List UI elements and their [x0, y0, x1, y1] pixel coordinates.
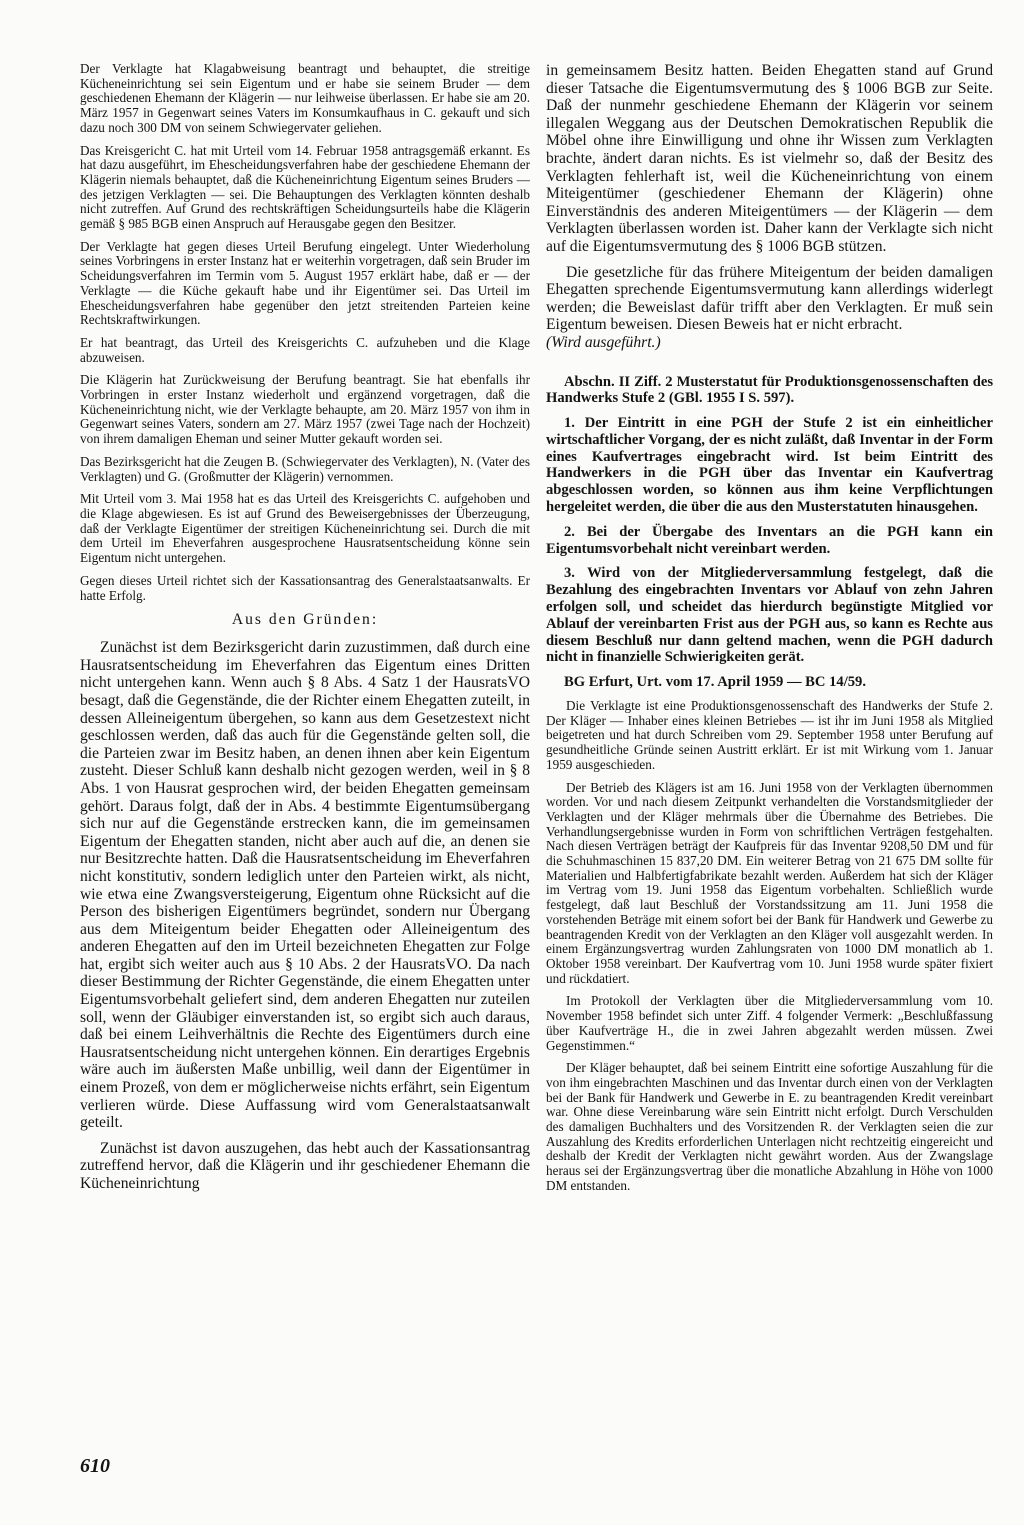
headnote-point: 2. Bei der Übergabe des Inventars an die PGH kann ein Eigentumsvorbehalt nicht vereinbart werden.	[546, 523, 993, 557]
left-column	[80, 62, 530, 1201]
headnote	[546, 374, 993, 692]
right-reasons-block	[546, 62, 993, 352]
paragraph: Der Verklagte hat gegen dieses Urteil Berufung eingelegt. Unter Wiederholung seines Vorbringens in erster Instanz hat er weiterhin vorgetragen, daß sein Bruder im Scheidungsverfahren im Termin vom 5. August 1957 erklärt habe, daß er — der Verklagte — die Küche gekauft habe und ihr Eigentümer sei. Das Urteil im Ehescheidungsverfahren habe gegenüber den jetzt streitenden Parteien keine Rechtskraftwirkungen.	[80, 238, 530, 328]
paragraph: Die Verklagte ist eine Produktionsgenossenschaft des Handwerks der Stufe 2. Der Kläger — Inhaber eines kleinen Betriebes — ist ihr im Juni 1958 als Mitglied beigetreten und hat durch Schreiben vom 29. September 1958 unter Berufung auf gesundheitliche Gründe seinen Austritt erklärt. Er ist mit Wirkung vom 1. Januar 1959 ausgeschieden.	[546, 698, 993, 772]
right-column	[546, 62, 993, 1202]
right-facts-block	[546, 699, 993, 1194]
page-number: 610	[80, 1455, 110, 1477]
paragraph: Er hat beantragt, das Urteil des Kreisgerichts C. aufzuheben und die Klage abzuweisen.	[80, 334, 530, 365]
paragraph: Zunächst ist dem Bezirksgericht darin zuzustimmen, daß durch eine Hausratsentscheidung im Eheverfahren das Eigentum eines Dritten nicht untergehen kann. Wenn auch § 8 Abs. 4 Satz 1 der HausratsVO besagt, daß die Gegenstände, die der Richter einem Ehegatten zuteilt, in dessen Alleineigentum übergehen, so kann aus dem Gesetzestext nicht geschlossen werden, daß das auch für die Gegenstände gelten soll, die die Parteien zwar im Besitz haben, an denen ihnen aber kein Eigentum zusteht. Dieser Schluß kann deshalb nicht gezogen werden, weil in § 8 Abs. 1 von Hausrat gesprochen wird, der beiden Ehegatten gemeinsam gehört. Daraus folgt, daß der in Abs. 4 bestimmte Eigentumsübergang sich nur auf die Gegenstände erstrecken kann, die im gemeinsamen Eigentum der Ehegatten standen, nicht aber auch auf die, an denen sie nur Besitzrechte hatten. Daß die Hausratsentscheidung im Eheverfahren nicht konstitutiv, sondern lediglich unter den Parteien wirkt, als nicht, wie etwa eine Zwangsversteigerung, Eigentum ohne Rücksicht auf die Person des bisherigen Eigentümers begründet, sondern nur Übergang aus dem Miteigentum beider Ehegatten oder Alleineigentum des anderen Ehegatten auf den im Urteil bezeichneten Ehegatten zur Folge hat, ergibt sich weiter auch aus § 10 Abs. 2 der HausratsVO. Da nach dieser Bestimmung der Richter Gegenstände, die einem Ehegatten unter Eigentumsvorbehalt geliefert sind, dem anderen Ehegatten nur zuteilen soll, wenn der Gläubiger einverstanden ist, so ergibt sich auch daraus, daß bei einem Leihverhältnis die Rechte des Eigentümers durch eine Hausratsentscheidung nicht untergehen können. Ein derartiges Ergebnis wäre auch im äußersten Maße unbillig, weil dann der Eigentümer in einem Prozeß, von dem er möglicherweise nichts erfährt, sein Eigentum verlieren würde. Diese Auffassung wird vom Generalstaatsanwalt geteilt.	[80, 639, 530, 1132]
left-reasons-block	[80, 639, 530, 1192]
headnote-title: Abschn. II Ziff. 2 Musterstatut für Produktionsgenossenschaften des Handwerks Stufe 2 (GBl. 1955 I S. 597).	[546, 373, 993, 407]
left-facts-block	[80, 62, 530, 603]
headnote-point: 3. Wird von der Mitgliederversammlung festgelegt, daß die Bezahlung des eingebrachten Inventars vor Ablauf von zehn Jahren erfolgen soll, und scheidet das hierdurch begünstigte Mitglied vor Ablauf der vereinbarten Frist aus der PGH aus, so kann es Rechte aus diesem Beschluß nur dann geltend machen, wenn die PGH dadurch nicht in finanzielle Schwierigkeiten gerät.	[546, 565, 993, 666]
paragraph: Mit Urteil vom 3. Mai 1958 hat es das Urteil des Kreisgerichts C. aufgehoben und die Klage abgewiesen. Es ist auf Grund des Beweisergebnisses der Überzeugung, daß der Verklagte Eigentümer der streitigen Kücheneinrichtung sei. Durch die mit dem Urteil im Eheverfahren ausgesprochene Hausratsentscheidung könne sein Eigentum nicht untergehen.	[80, 491, 530, 566]
continued-note: (Wird ausgeführt.)	[546, 333, 661, 351]
paragraph: Das Kreisgericht C. hat mit Urteil vom 14. Februar 1958 antragsgemäß erkannt. Es hat dazu ausgeführt, im Ehescheidungsverfahren habe der geschiedene Ehemann der Klägerin niemals behauptet, daß die Kücheneinrichtung Eigentum seines Bruders — des jetzigen Verklagten — sei. Die Behauptungen des Verklagten könnten deshalb nicht zutreffen. Auf Grund des rechtskräftigen Scheidungsurteils habe die Klägerin gemäß § 985 BGB einen Anspruch auf Herausgabe gegen den Besitzer.	[80, 142, 530, 232]
paragraph: Der Kläger behauptet, daß bei seinem Eintritt eine sofortige Auszahlung für die von ihm eingebrachten Maschinen und das Inventar durch einen von der Verklagten bei der Bank für Handwerk und Gewerbe in E. zu beantragenden Kredit vereinbart war. Ohne diese Vereinbarung wäre sein Eintritt nicht erfolgt. Durch Verschulden des damaligen Buchhalters und des Vorsitzenden R. der Verklagten seien die zur Auszahlung des Kredits erforderlichen Unterlagen nicht rechtzeitig eingereicht und deshalb der Kredit der Verklagten nicht gewährt worden. Aus der Zwangslage heraus sei der Ergänzungsvertrag über die monatliche Abzahlung in Höhe von 1000 DM entstanden.	[546, 1060, 993, 1193]
paragraph: Die Klägerin hat Zurückweisung der Berufung beantragt. Sie hat ebenfalls ihr Vorbringen in erster Instanz wiederholt und ergänzend vorgetragen, daß die Kücheneinrichtung nicht, wie der Verklagte behaupte, am 20. März 1957 von ihm in Gegenwart seines Vaters, sondern am 27. März 1957 (zwei Tage nach der Hochzeit) von ihrem damaligen Eheman und seiner Mutter gekauft worden sei.	[80, 372, 530, 447]
headnote-point: 1. Der Eintritt in eine PGH der Stufe 2 ist ein einheitlicher wirtschaftlicher Vorgang, der es nicht zuläßt, daß Inventar in der Form eines Kaufvertrages eingebracht wird. Ist beim Eintritt des Handwerkers in die PGH über das Inventar ein Kaufvertrag abgeschlossen worden, so können aus ihm keine Verpflichtungen hergeleitet werden, die über die aus den Musterstatuten hinausgehen.	[546, 415, 993, 516]
paragraph: Im Protokoll der Verklagten über die Mitgliederversammlung vom 10. November 1958 befindet sich unter Ziff. 4 folgender Vermerk: „Beschlußfassung über Kaufverträge H., die in zwei Jahren abgezahlt werden müssen. Zwei Gegenstimmen.“	[546, 993, 993, 1053]
paragraph: Gegen dieses Urteil richtet sich der Kassationsantrag des Generalstaatsanwalts. Er hatte Erfolg.	[80, 572, 530, 603]
paragraph: Der Verklagte hat Klagabweisung beantragt und behauptet, die streitige Kücheneinrichtung sei sein Eigentum und er habe sie seinem Bruder — dem geschiedenen Ehemann der Klägerin — nur leihweise überlassen. Er habe sie am 20. März 1957 in Gegenwart seines Vaters im Konsumkaufhaus in C. gekauft und sich dazu noch 300 DM von seinem Schwiegervater geliehen.	[80, 61, 530, 135]
paragraph: Das Bezirksgericht hat die Zeugen B. (Schwiegervater des Verklagten), N. (Vater des Verklagten) und G. (Großmutter der Klägerin) vernommen.	[80, 453, 530, 484]
paragraph: Der Betrieb des Klägers ist am 16. Juni 1958 von der Verklagten übernommen worden. Vor und nach diesem Zeitpunkt verhandelten die Vorstandsmitglieder der Verklagten und der Kläger mehrmals über die Übernahme des Betriebes. Die Verhandlungsergebnisse wurden in Form von schriftlichen Verträgen festgehalten. Nach diesen Verträgen beträgt der Kaufpreis für das Inventar 9208,50 DM und für die Schuhmaschinen 15 837,20 DM. Ein weiterer Betrag von 21 675 DM sollte für Materialien und Halbfertigfabrikate bezahlt werden. Außerdem hat sich der Kläger im Vertrag vom 19. Juni 1958 das Eigentum vorbehalten. Schließlich wurde festgelegt, daß laut Beschluß der Vorstandssitzung am 11. Juni 1958 die vorstehenden Beträge mit einem sofort bei der Bank für Handwerk und Gewerbe zu beantragenden Kredit von der Verklagten an den Kläger voll ausgezahlt werden. In einem Ergänzungsvertrag wurden Zahlungsraten von 1000 DM monatlich ab 1. Oktober 1958 vereinbart. Der Kaufvertrag vom 10. Juni 1958 wurde später fixiert und rückdatiert.	[546, 779, 993, 986]
section-heading: Aus den Gründen:	[231, 611, 379, 629]
paragraph: in gemeinsamem Besitz hatten. Beiden Ehegatten stand auf Grund dieser Tatsache die Eigentumsvermutung des § 1006 BGB zur Seite. Daß der nunmehr geschiedene Ehemann der Klägerin vor seinem illegalen Weggang aus der Deutschen Demokratischen Republik die Möbel ohne ihre Einwilligung und ohne ihr Wissen zum Verklagten brachte, ändert daran nichts. Es ist vielmehr so, daß der Besitz des Verklagten fehlerhaft ist, weil die Kücheneinrichtung von einem Miteigentümer (geschiedener Ehemann der Klägerin) ohne Einverständnis des anderen Miteigentümers — der Klägerin — dem Verklagten überlassen worden ist. Daher kann der Verklagte sich nicht auf die Eigentumsvermutung des § 1006 BGB stützen.	[546, 62, 993, 255]
paragraph: Zunächst ist davon auszugehen, das hebt auch der Kassationsantrag zutreffend hervor, daß die Klägerin und ihr geschiedener Ehemann die Kücheneinrichtung	[80, 1139, 530, 1193]
paragraph: Die gesetzliche für das frühere Miteigentum der beiden damaligen Ehegatten sprechende Eigentumsvermutung kann allerdings widerlegt werden; die Beweislast dafür trifft aber den Verklagten. Er muß sein Eigentum beweisen. Diesen Beweis hat er nicht erbracht.	[546, 263, 993, 334]
court-citation: BG Erfurt, Urt. vom 17. April 1959 — BC 14/59.	[564, 674, 866, 691]
